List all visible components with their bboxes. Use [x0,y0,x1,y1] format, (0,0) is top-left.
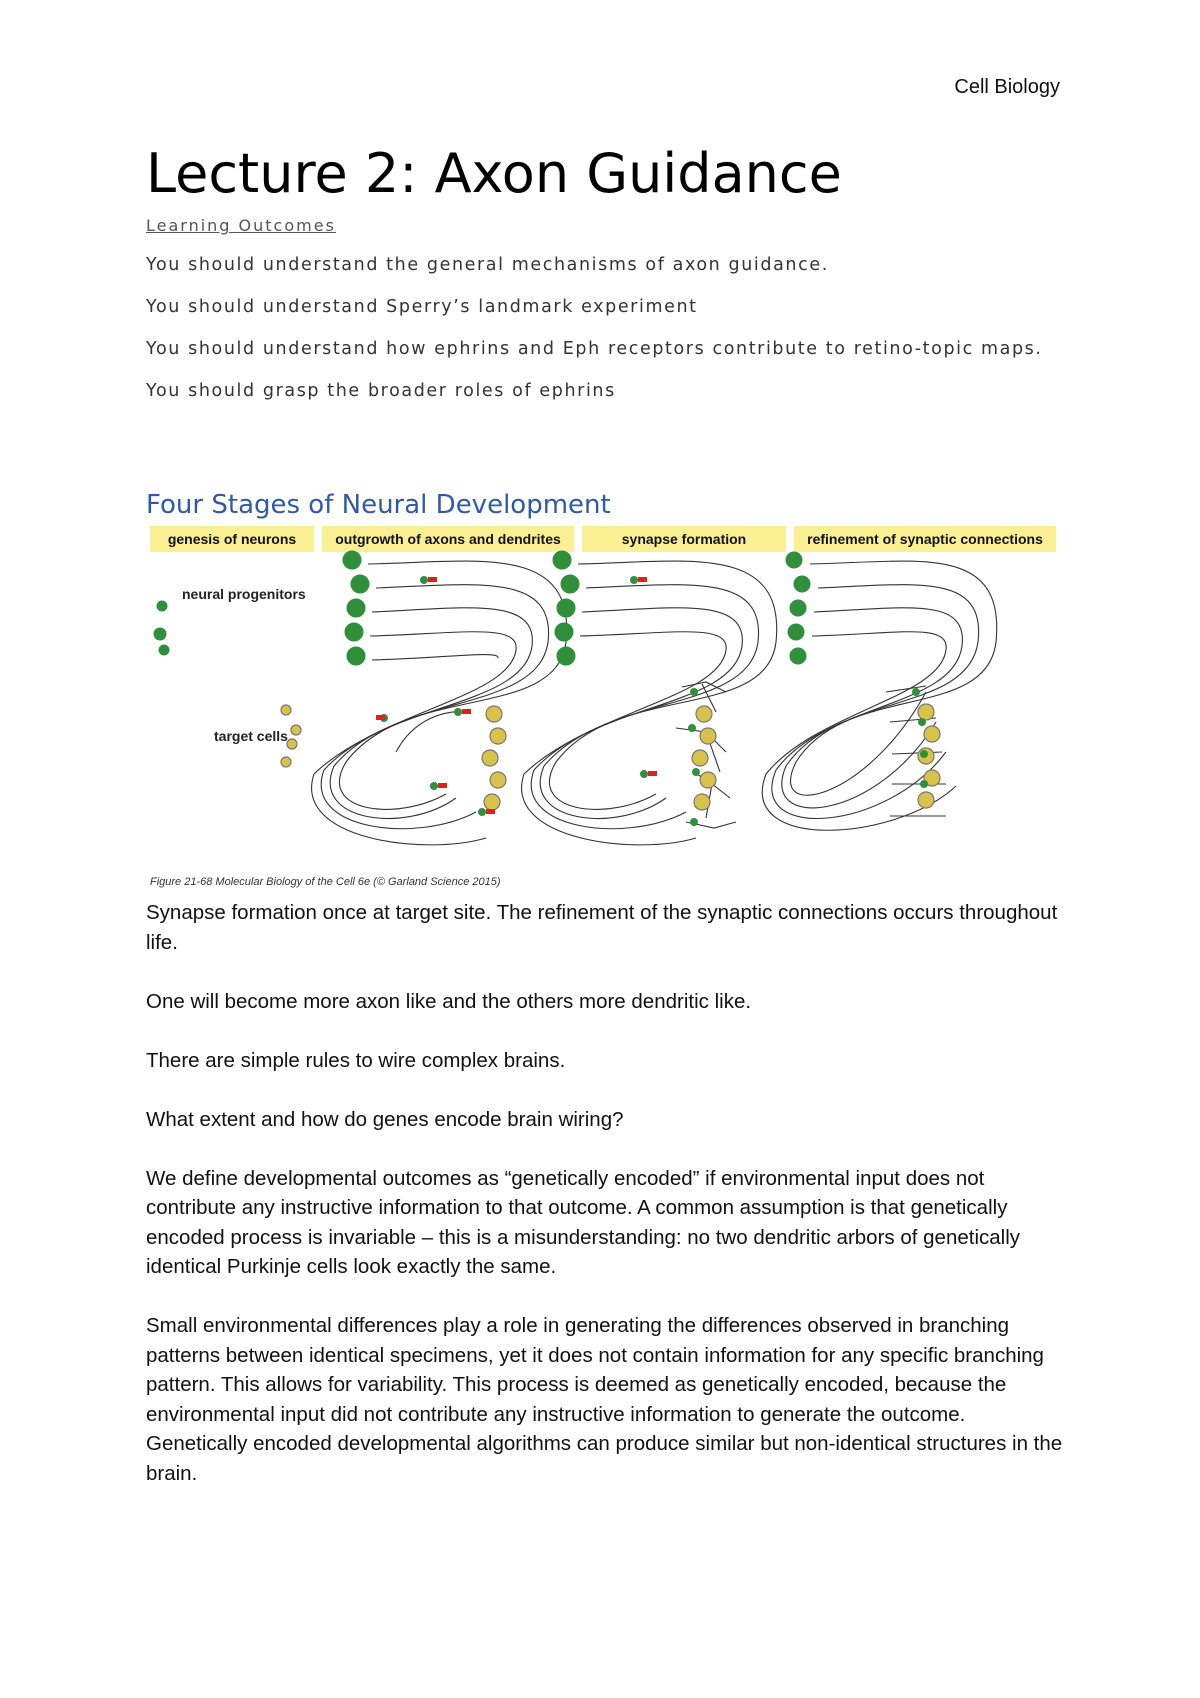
outcome-item: You should grasp the broader roles of ephrins [146,381,616,401]
running-header: Cell Biology [954,76,1060,98]
stage-label-refinement: refinement of synaptic connections [794,526,1056,552]
paragraph: Synapse formation once at target site. The refinement of the synaptic connections occurs throughout life. [146,901,1058,954]
learning-outcomes-heading: Learning Outcomes [146,216,336,235]
outcome-item: You should understand Sperry’s landmark experiment [146,297,698,317]
label-neural-progenitors: neural progenitors [182,586,306,602]
stage-label-outgrowth: outgrowth of axons and dendrites [322,526,574,552]
development-diagram [146,522,1066,874]
learning-outcomes [146,216,1046,419]
paragraph: Small environmental differences play a role in generating the differences observed in branching patterns between identical specimens, yet it does not contain information for any specific branching pattern. This allows for variability. This process is deemed as genetically encoded, because the environmental input did not contribute any instructive information to generate the outcome. Genetically encoded developmental algorithms can produce similar but non-identical structures in the brain. [146,1314,1063,1485]
stage-label-synapse: synapse formation [582,526,786,552]
stage-label-genesis: genesis of neurons [150,526,314,552]
paragraph: What extent and how do genes encode brain wiring? [146,1107,624,1131]
paragraph: One will become more axon like and the others more dendritic like. [146,989,752,1013]
page-title: Lecture 2: Axon Guidance [146,142,842,205]
label-target-cells: target cells [214,728,288,744]
figure-caption: Figure 21-68 Molecular Biology of the Cell 6e (© Garland Science 2015) [150,876,501,888]
outcome-item: You should understand the general mechanisms of axon guidance. [146,255,829,275]
body-text [146,898,1066,1518]
paragraph: There are simple rules to wire complex brains. [146,1048,566,1072]
section-title: Four Stages of Neural Development [146,490,611,520]
paragraph: We define developmental outcomes as “genetically encoded” if environmental input does not contribute any instructive information to that outcome. A common assumption is that genetically encoded process is invariable – this is a misunderstanding: no two dendritic arbors of genetically identical Purkinje cells look exactly the same. [146,1166,1021,1278]
neural-development-figure [146,522,1066,892]
outcome-item: You should understand how ephrins and Eph receptors contribute to retino-topic maps. [146,339,1043,359]
